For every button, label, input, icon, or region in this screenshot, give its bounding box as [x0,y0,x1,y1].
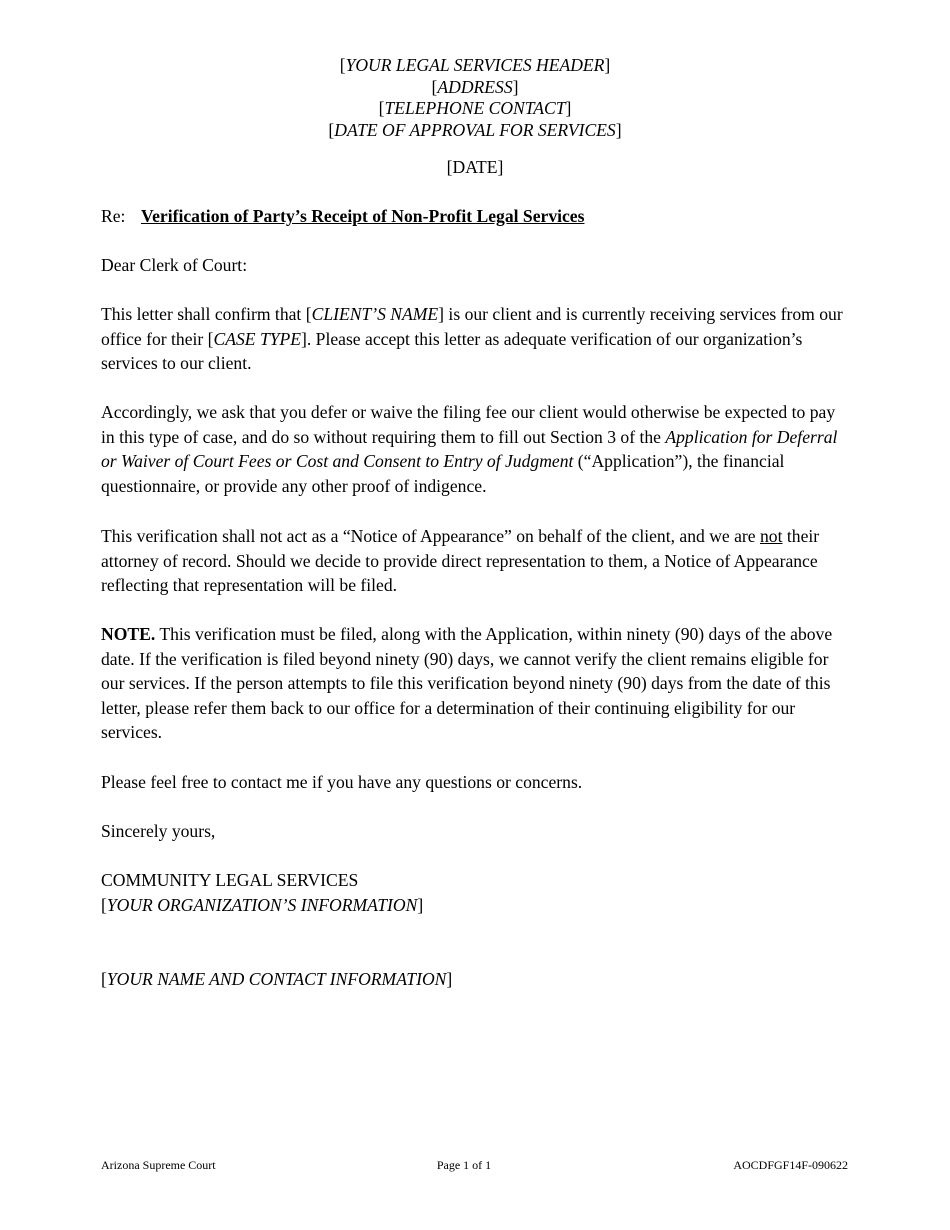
paragraph-notice-of-appearance [101,524,853,598]
organization-info-line: [YOUR ORGANIZATION’S INFORMATION] [101,894,424,915]
note-label: NOTE. [101,624,156,644]
p3-text-a: This verification shall not act as a “Notice of Appearance” on behalf of the client, and we are [101,526,760,546]
p2-text-a: Accordingly, we ask that you defer or waive the filing fee our client would otherwise be expected to pay in this type of case, and do so without requiring them to fill out Section 3 of the [101,402,836,447]
note-text: This verification must be filed, along with the Application, within ninety (90) days of the above date. If the verification is filed beyond ninety (90) days, we cannot verify the client remains eligible for our services. If the person attempts to file this verification beyond ninety (90) days from the date of this letter, please refer them back to our office for a determination of their continuing eligibility for our services. [101,624,833,743]
footer-page-number: Page 1 of 1 [436,1158,492,1172]
address-placeholder: ADDRESS [437,76,513,97]
footer-form-code: AOCDFGF14F-090622 [733,1158,848,1172]
letterhead-approval-date-line: [DATE OF APPROVAL FOR SERVICES] [328,119,622,140]
re-line [101,204,853,229]
signer-line: [YOUR NAME AND CONTACT INFORMATION] [101,969,453,989]
header-placeholder: YOUR LEGAL SERVICES HEADER [345,55,605,75]
p1-text-b: ] is our client and is currently receiving services from our office for their [ [101,304,843,349]
approval-date-placeholder: DATE OF APPROVAL FOR SERVICES [334,119,616,140]
paragraph-contact: Please feel free to contact me if you have any questions or concerns. [101,772,583,792]
signer-placeholder: YOUR NAME AND CONTACT INFORMATION [106,969,447,989]
not-emphasis: not [760,526,783,546]
p1-text-a: This letter shall confirm that [ [101,304,312,324]
re-label: Re: [101,206,126,226]
p3-text-b: their attorney of record. Should we decide to provide direct representation to them, a Notice of Appearance reflecting that representation will be filed. [101,526,820,596]
footer-court: Arizona Supreme Court [101,1158,216,1172]
telephone-placeholder: TELEPHONE CONTACT [384,98,566,118]
organization-block [101,868,853,917]
p2-text-b: (“Application”), the financial questionnaire, or provide any other proof of indigence. [101,451,785,496]
client-name-placeholder: CLIENT’S NAME [311,304,439,324]
letterhead-header-line: [YOUR LEGAL SERVICES HEADER] [339,55,611,75]
paragraph-confirmation [101,302,853,376]
paragraph-fee-request [101,400,853,498]
case-type-placeholder: CASE TYPE [213,328,302,349]
re-subject: Verification of Party’s Receipt of Non-Profit Legal Services [141,206,585,226]
salutation: Dear Clerk of Court: [101,255,248,275]
organization-info-placeholder: YOUR ORGANIZATION’S INFORMATION [106,894,418,915]
application-title: Application for Deferral or Waiver of Court Fees or Cost and Consent to Entry of Judgment [101,426,838,472]
letter-date: [DATE] [446,157,504,177]
closing: Sincerely yours, [101,821,216,841]
organization-name: COMMUNITY LEGAL SERVICES [101,870,359,890]
letterhead [0,55,950,141]
letterhead-telephone-line: [TELEPHONE CONTACT] [378,98,572,118]
p1-text-c: ]. Please accept this letter as adequate verification of our organization’s services to our client. [101,328,803,374]
paragraph-note [101,622,853,745]
letterhead-address-line: [ADDRESS] [431,76,519,97]
